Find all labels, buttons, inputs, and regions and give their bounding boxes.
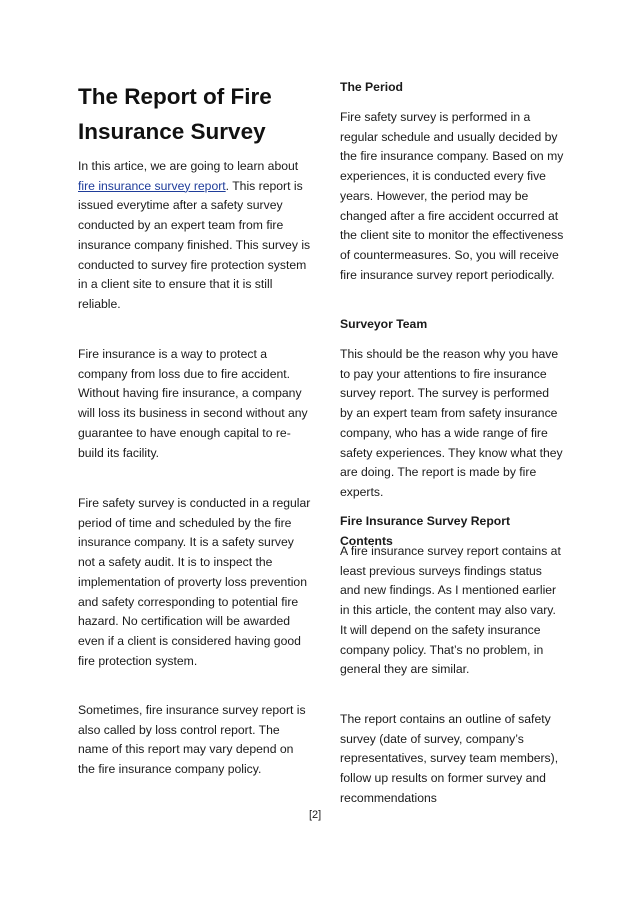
surveyor-team-paragraph: This should be the reason why you have to pay your attentions to fire insurance survey report. The survey is performed by an expert team from safety insurance company, who has a wide range of fire safety experiences. They know what they are doing. The report is made by fire experts.: [340, 347, 563, 499]
intro-paragraph: [78, 157, 313, 315]
heading-report-contents: Fire Insurance Survey Report Contents: [340, 514, 511, 548]
fire-insurance-paragraph: Fire insurance is a way to protect a company from loss due to fire accident. Without having fire insurance, a company will loss its business in second without any guarantee to have enough capital to re-build its facility.: [78, 347, 308, 460]
loss-control-paragraph: Sometimes, fire insurance survey report is also called by loss control report. The name of this report may vary depend on the fire insurance company policy.: [78, 703, 306, 777]
heading-the-period: The Period: [340, 80, 403, 94]
report-contents-paragraph: A fire insurance survey report contains at least previous surveys findings status and new findings. As I mentioned earlier in this article, the content may also vary. It will depend on the safety insurance company policy. That’s no problem, in general they are similar.: [340, 544, 561, 677]
intro-text-after-link: . This report is issued everytime after a safety survey conducted by an expert team from fire insurance company finished. This survey is conducted to survey fire protection system in a client site to ensure that it is still reliable.: [78, 178, 311, 311]
page-number: [2]: [309, 809, 322, 821]
fire-safety-survey-paragraph: Fire safety survey is conducted in a regular period of time and scheduled by the fire insurance company. It is a safety survey not a safety audit. It is to inspect the implementation of proverty loss prevention and safety corresponding to potential fire hazard. No certification will be awarded even if a client is considered having good fire protection system.: [78, 496, 311, 668]
heading-surveyor-team: Surveyor Team: [340, 317, 428, 331]
intro-text-before-link: In this artice, we are going to learn about: [78, 159, 299, 173]
fire-insurance-survey-report-link[interactable]: fire insurance survey report: [78, 178, 226, 193]
period-paragraph: Fire safety survey is performed in a regular schedule and usually decided by the fire insurance company. Based on my experiences, it is conducted every five years. However, the period may be changed after a fire accident occurred at the client site to monitor the effectiveness of countermeasures. So, you will receive fire insurance survey report periodically.: [340, 110, 564, 282]
report-outline-paragraph: The report contains an outline of safety survey (date of survey, company’s representatives, survey team members), follow up results on former survey and recommendations: [340, 712, 559, 805]
page-title: The Report of Fire Insurance Survey: [78, 84, 272, 144]
